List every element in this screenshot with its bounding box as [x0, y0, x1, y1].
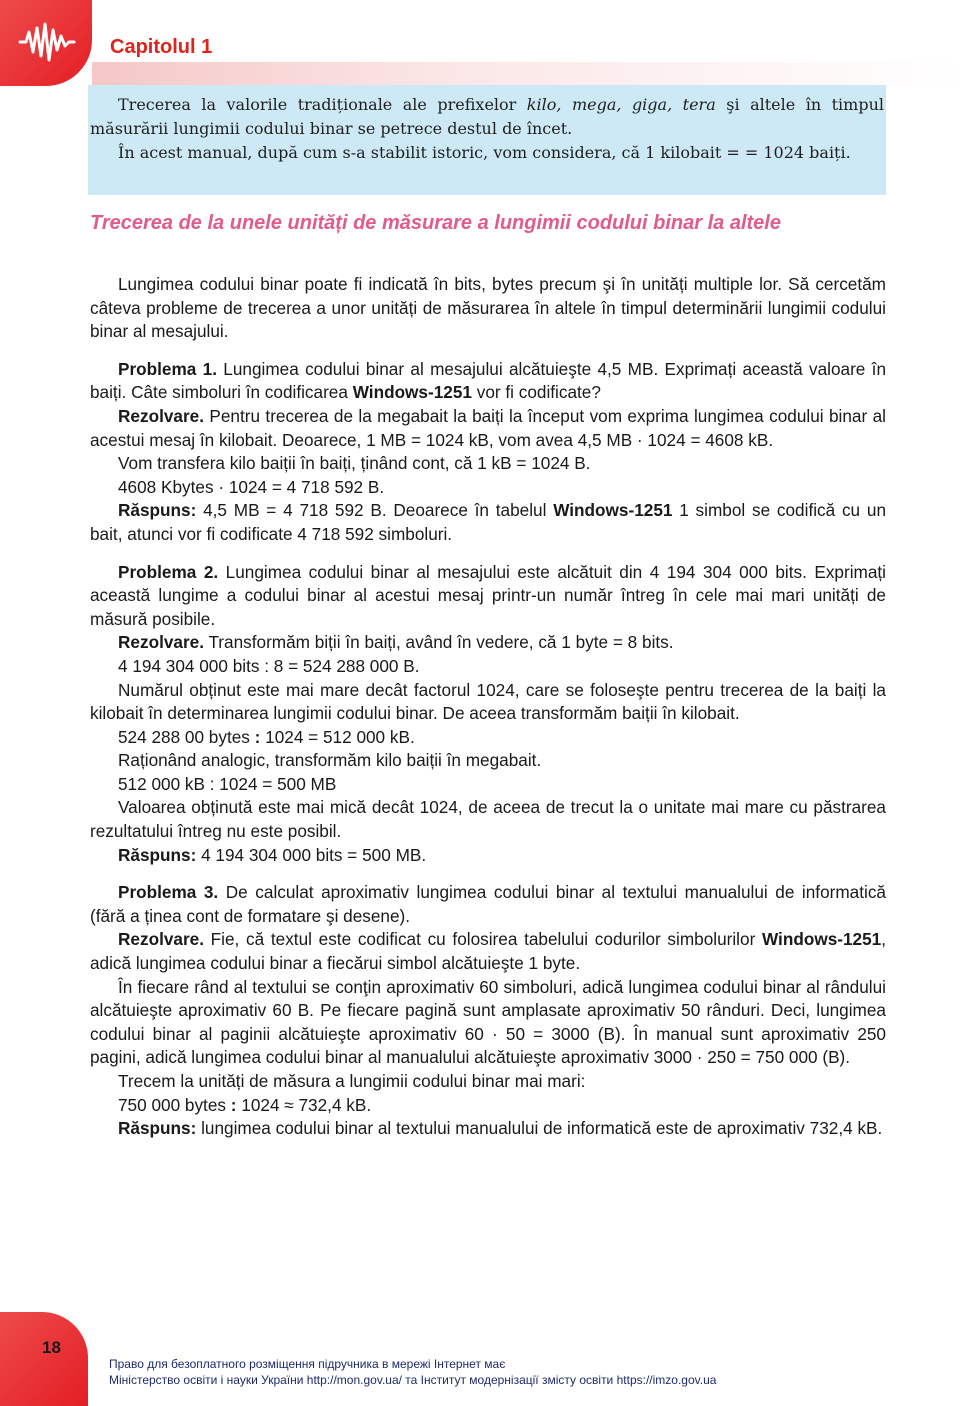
division-sign: :	[254, 726, 261, 747]
solution-line: 4608 Kbytes · 1024 = 4 718 592 B.	[118, 476, 385, 497]
solution-label: Rezolvare.	[118, 632, 204, 653]
problem-label: Problema 3.	[118, 882, 219, 903]
calc-text: 1024 ≈ 732,4 kB.	[236, 1094, 372, 1115]
solution-label: Rezolvare.	[118, 405, 204, 426]
problem-label: Problema 2.	[118, 561, 219, 582]
encoding-name: Windows-1251	[553, 500, 673, 521]
encoding-name: Windows-1251	[352, 382, 472, 403]
solution-line	[90, 1094, 886, 1118]
info-text: Trecerea la valorile tradiționale ale prefixelor	[118, 95, 527, 114]
section-heading: Trecerea de la unele unități de măsurare a lungimii codului binar la altele	[90, 212, 781, 234]
solution-text: Pentru trecerea de la megabait la baiți la început vom exprima lungimea codului binar al acestui mesaj în kilobait. Deoarece, 1 MB = 1024 kB, vom avea 4,5 MB · 1024 = 4608 kB.	[90, 405, 886, 450]
intro-paragraph: Lungimea codului binar poate fi indicată în bits, bytes precum şi în unități multiple lor. Să cercetăm câteva probleme de trecerea a unor unități de măsurarea în altele în timpul determinării lungimii codului binar al mesajului.	[90, 274, 886, 342]
page-number: 18	[42, 1338, 61, 1357]
solution-line	[90, 726, 886, 750]
info-box	[88, 85, 886, 195]
chapter-title: Capitolul 1	[110, 36, 213, 58]
answer-paragraph	[90, 844, 886, 868]
answer-paragraph	[90, 499, 886, 546]
problem-statement	[90, 358, 886, 405]
footer-line: Право для безоплатного розміщення підручника в мережі Інтернет має	[109, 1357, 506, 1371]
answer-text: lungimea codului binar al textului manualului de informatică este de aproximativ 732,4 kB.	[196, 1118, 883, 1139]
sound-wave-icon	[18, 20, 76, 64]
solution-line: 512 000 kB : 1024 = 500 MB	[118, 773, 337, 794]
solution-line: 4 194 304 000 bits : 8 = 524 288 000 B.	[118, 655, 420, 676]
calc-text: 750 000 bytes	[118, 1094, 231, 1115]
problem-text: vor fi codificate?	[471, 382, 601, 403]
main-text	[90, 273, 886, 1141]
solution-label: Rezolvare.	[118, 929, 204, 950]
chapter-tab	[0, 0, 92, 86]
answer-text: 4,5 MB = 4 718 592 B. Deoarece în tabelul	[196, 500, 554, 521]
header-band	[92, 62, 963, 86]
info-prefixes: kilo, mega, giga, tera	[526, 95, 716, 114]
answer-paragraph	[90, 1117, 886, 1141]
footer	[109, 1356, 949, 1388]
solution-text: Fie, că textul este codificat cu folosirea tabelului codurilor simbolurilor	[203, 929, 762, 950]
calc-text: 524 288 00 bytes	[118, 726, 255, 747]
solution-line: Raționând analogic, transformăm kilo baiții în megabait.	[118, 750, 542, 771]
answer-text: 4 194 304 000 bits = 500 MB.	[196, 844, 427, 865]
calc-text: 1024 = 512 000 kB.	[260, 726, 415, 747]
solution-line: Trecem la unități de măsura a lungimii codului binar mai mari:	[118, 1071, 586, 1091]
problem-text: Lungimea codului binar al mesajului alcătuieşte 4,5 MB. Exprimați această valoare în baiți. Câte simboluri în codificarea	[90, 358, 887, 403]
answer-label: Răspuns:	[118, 500, 197, 521]
solution-line: Numărul obținut este mai mare decât factorul 1024, care se foloseşte pentru trecerea de la baiți la kilobait în determinarea lungimii codului binar. De aceea transformăm baiții în kilobait.	[90, 679, 886, 724]
encoding-name: Windows-1251	[761, 929, 882, 950]
solution-line: În fiecare rând al textului se conţin aproximativ 60 simboluri, adică lungimea codului binar al rândului alcătuieşte aproximativ 60 B. Pe fiecare pagină sunt amplasate aproximativ 50 rânduri. Deci, lungimea codului binar al paginii alcătuieşte aproximativ 60 · 50 = 3000 (B). În manual sunt aproximativ 250 pagini, adică lungimea codului binar al manualului alcătuieşte aproximativ 3000 · 250 = 750 000 (B).	[90, 976, 886, 1068]
problem-text: De calculat aproximativ lungimea codului binar al textului manualului de informatică (fără a ținea cont de formatare şi desene).	[90, 882, 886, 926]
info-paragraph: În acest manual, după cum s-a stabilit istoric, vom considera, că 1 kilobait = = 1024 baiți.	[118, 143, 851, 162]
problem-statement	[90, 561, 886, 632]
solution-paragraph	[90, 631, 886, 655]
division-sign: :	[230, 1094, 237, 1115]
footer-line: Міністерство освіти і науки України http://mon.gov.ua/ та Інститут модернізації змісту освіти https://imzo.gov.ua	[109, 1373, 717, 1387]
solution-line: Vom transfera kilo baiții în baiți, ținând cont, că 1 kB = 1024 B.	[118, 453, 591, 474]
solution-line: Valoarea obținută este mai mică decât 1024, de aceea de trecut la o unitate mai mare cu păstrarea rezultatului întreg nu este posibil.	[90, 797, 886, 842]
info-paragraph	[90, 93, 884, 141]
solution-text: Transformăm biții în baiți, având în vedere, că 1 byte = 8 bits.	[203, 632, 674, 653]
solution-text: , adică lungimea codului binar a fiecărui simbol alcătuieşte 1 byte.	[90, 929, 886, 974]
problem-text: Lungimea codului binar al mesajului este alcătuit din 4 194 304 000 bits. Exprimați această lungime a codului binar al acestui mesaj printr-un număr întreg în cele mai mari unități de măsură posibile.	[90, 561, 886, 629]
answer-label: Răspuns:	[118, 1118, 197, 1139]
answer-text: 1 simbol se codifică cu un bait, atunci vor fi codificate 4 718 592 simboluri.	[90, 500, 887, 544]
info-text: şi altele în timpul măsurării lungimii codului binar se petrece destul de încet.	[90, 95, 884, 138]
solution-paragraph	[90, 405, 886, 452]
page-tab	[0, 1312, 88, 1406]
answer-label: Răspuns:	[118, 844, 197, 865]
solution-paragraph	[90, 928, 886, 975]
problem-statement	[90, 881, 886, 928]
problem-label: Problema 1.	[118, 358, 217, 379]
